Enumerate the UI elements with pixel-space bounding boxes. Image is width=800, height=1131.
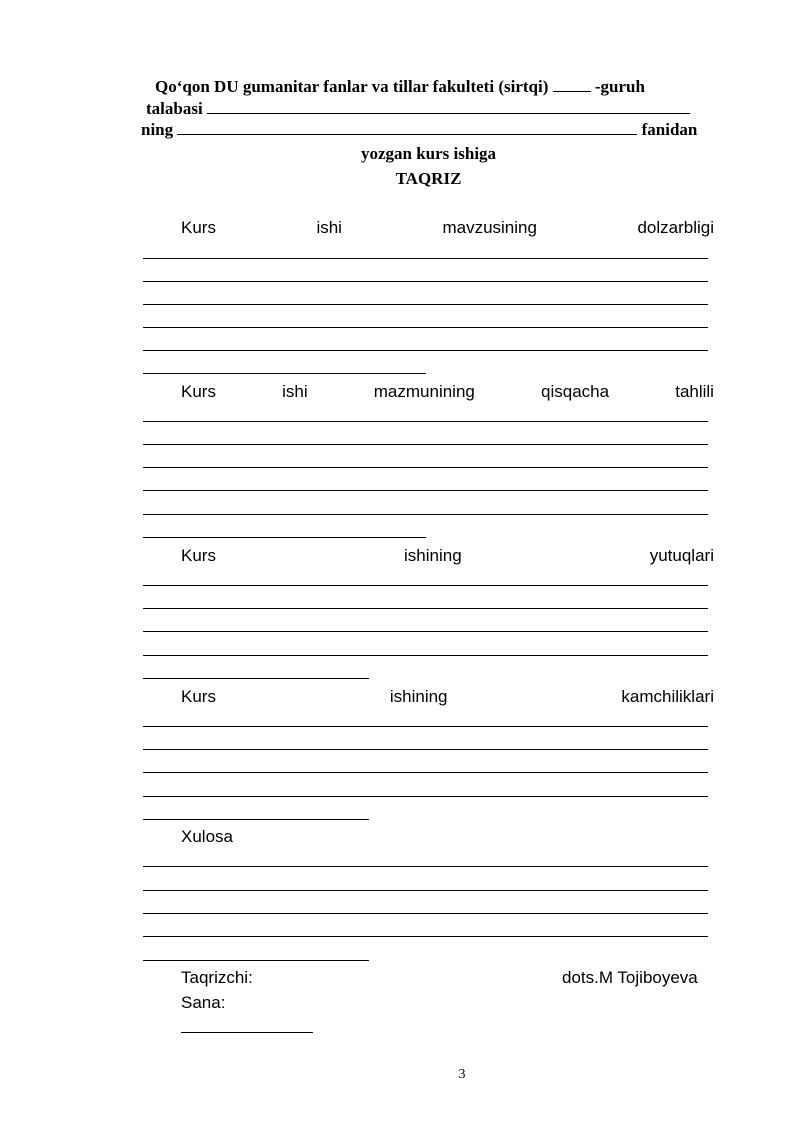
word: ishi xyxy=(316,218,342,237)
header-line-4: yozgan kurs ishiga xyxy=(360,144,497,163)
word: Kurs xyxy=(181,382,216,401)
reviewer-name: dots.M Tojiboyeva xyxy=(562,968,698,987)
faculty-text: Qo‘qon DU gumanitar fanlar va tillar fakulteti (sirtqi) xyxy=(155,77,549,96)
answer-line[interactable] xyxy=(143,327,708,328)
section-heading-content-analysis xyxy=(181,382,714,402)
section-heading-achievements xyxy=(181,546,714,566)
answer-line[interactable] xyxy=(143,490,708,491)
section-heading-relevance xyxy=(181,218,714,238)
answer-line-short[interactable] xyxy=(143,537,426,538)
answer-line[interactable] xyxy=(143,514,708,515)
group-suffix: -guruh xyxy=(594,77,645,96)
word: Kurs xyxy=(181,218,216,237)
answer-line[interactable] xyxy=(143,281,708,282)
word: ishining xyxy=(404,546,462,565)
answer-line[interactable] xyxy=(143,304,708,305)
answer-line-short[interactable] xyxy=(143,960,369,961)
subject-suffix: fanidan xyxy=(641,120,698,139)
answer-line[interactable] xyxy=(143,913,708,914)
answer-line-short[interactable] xyxy=(143,819,369,820)
answer-line[interactable] xyxy=(143,585,708,586)
header-line-3 xyxy=(141,120,697,140)
ning-label: ning xyxy=(141,120,174,139)
student-name-blank[interactable] xyxy=(207,99,690,114)
answer-line[interactable] xyxy=(143,796,708,797)
reviewer-label: Taqrizchi: xyxy=(181,968,253,987)
word: Kurs xyxy=(181,687,216,706)
answer-line[interactable] xyxy=(143,258,708,259)
answer-line[interactable] xyxy=(143,749,708,750)
section-heading-conclusion: Xulosa xyxy=(181,827,233,846)
subject-blank[interactable] xyxy=(177,120,637,135)
group-blank[interactable] xyxy=(553,77,591,92)
word: dolzarbligi xyxy=(637,218,714,237)
header-line-1 xyxy=(155,77,645,97)
answer-line[interactable] xyxy=(143,936,708,937)
word: mazmunining xyxy=(373,382,475,401)
answer-line-short[interactable] xyxy=(143,373,426,374)
word: qisqacha xyxy=(541,382,610,401)
word: kamchiliklari xyxy=(621,687,714,706)
word: mavzusining xyxy=(442,218,537,237)
answer-line[interactable] xyxy=(143,866,708,867)
answer-line[interactable] xyxy=(143,421,708,422)
word: tahlili xyxy=(675,382,714,401)
answer-line[interactable] xyxy=(143,655,708,656)
student-label: talabasi xyxy=(146,99,203,118)
answer-line[interactable] xyxy=(143,890,708,891)
answer-line[interactable] xyxy=(143,467,708,468)
word: ishi xyxy=(282,382,308,401)
word: Kurs xyxy=(181,546,216,565)
document-title: TAQRIZ xyxy=(395,169,462,188)
word: ishining xyxy=(389,687,448,706)
answer-line[interactable] xyxy=(143,444,708,445)
answer-line[interactable] xyxy=(143,772,708,773)
answer-line[interactable] xyxy=(143,726,708,727)
answer-line[interactable] xyxy=(143,631,708,632)
answer-line[interactable] xyxy=(143,608,708,609)
header-line-2 xyxy=(146,99,690,119)
answer-line[interactable] xyxy=(143,350,708,351)
word: yutuqlari xyxy=(649,546,714,565)
date-blank[interactable] xyxy=(181,1032,313,1033)
section-heading-shortcomings xyxy=(181,687,714,707)
date-label: Sana: xyxy=(181,993,226,1012)
page-number: 3 xyxy=(458,1067,466,1082)
answer-line-short[interactable] xyxy=(143,678,369,679)
